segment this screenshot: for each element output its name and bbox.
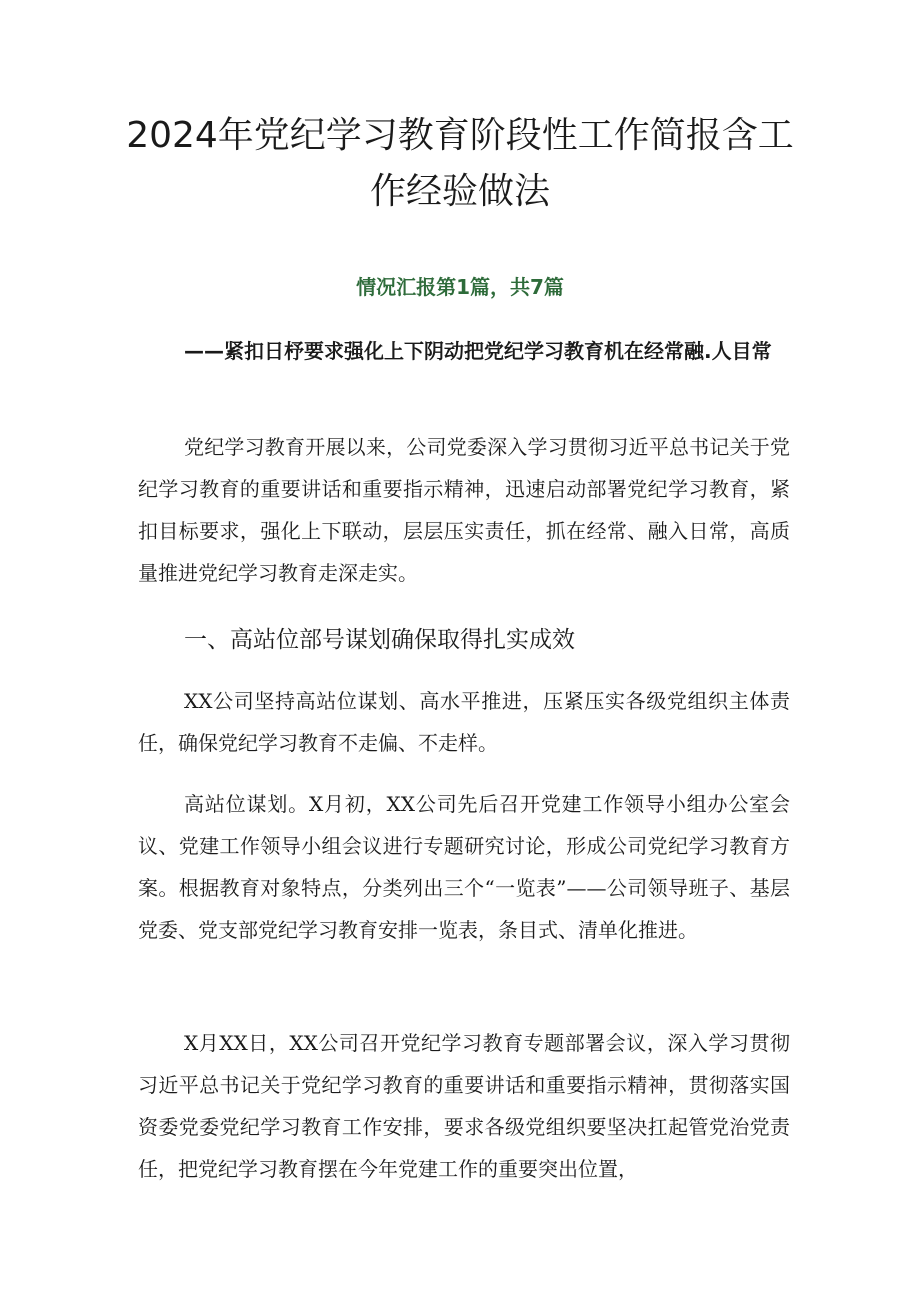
- section-heading-1: 一、高站位部号谋划确保取得扎实成效: [184, 627, 575, 653]
- section-label: 情况汇报第1篇，共7篇: [356, 275, 564, 299]
- paragraph-3: X月XX日，XX公司召开党纪学习教育专题部署会议，深入学习贯彻习近平总书记关于党纪学习教育的重要讲话和重要指示精神，贯彻落实国资委党委党纪学习教育工作安排，要求各级党组织要坚决扛起管党治党责任，把党纪学习教育摆在今年党建工作的重要突出位置，: [138, 1031, 790, 1181]
- paragraph-2: 高站位谋划。X月初，XX公司先后召开党建工作领导小组办公室会议、党建工作领导小组会议进行专题研究讨论，形成公司党纪学习教育方案。根据教育对象特点，分类列出三个“一览表”——公司领导班子、基层党委、党支部党纪学习教育安排一览表，条目式、清单化推进。: [138, 792, 790, 942]
- paragraph-1: XX公司坚持高站位谋划、高水平推进，压紧压实各级党组织主体责任，确保党纪学习教育不走偏、不走样。: [138, 689, 790, 755]
- document-title: 2024年党纪学习教育阶段性工作简报含工作经验做法: [126, 115, 794, 212]
- paragraph-intro: 党纪学习教育开展以来，公司党委深入学习贯彻习近平总书记关于党纪学习教育的重要讲话和重要指示精神，迅速启动部署党纪学习教育，紧扣目标要求，强化上下联动，层层压实责任，抓在经常、融入日常，高质量推进党纪学习教育走深走实。: [138, 435, 790, 585]
- document-subtitle: ——紧扣日杼要求强化上下阴动把党纪学习教育机在经常融.人目常: [184, 339, 772, 363]
